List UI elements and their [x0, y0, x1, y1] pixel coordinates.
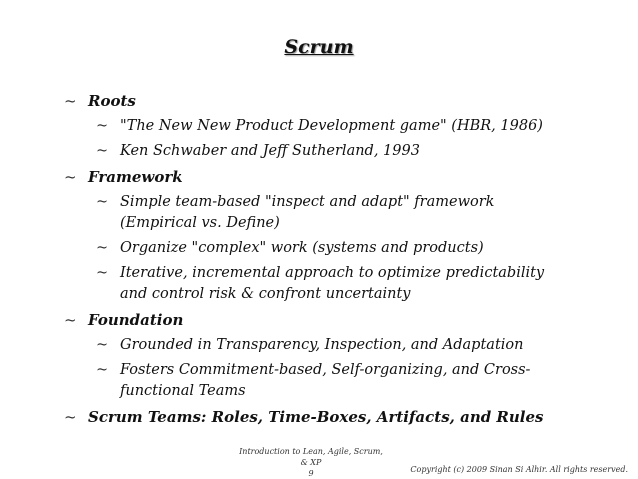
- bullet-list: [60, 86, 620, 428]
- tilde-bullet-icon: ~: [64, 408, 77, 426]
- bullet-text: Simple team-based "inspect and adapt" framework: [120, 194, 495, 210]
- bullet-text: Fosters Commitment-based, Self-organizing, and Cross-: [120, 362, 531, 378]
- tilde-bullet-icon: ~: [64, 92, 77, 110]
- bullet-text: Organize "complex" work (systems and products): [120, 240, 484, 256]
- bullet-text: Ken Schwaber and Jeff Sutherland, 1993: [120, 143, 420, 159]
- bullet-text: Iterative, incremental approach to optimize predictability: [120, 265, 545, 281]
- tilde-bullet-icon: ~: [96, 143, 109, 159]
- bullet-text-continued: and control risk & confront uncertainty: [120, 286, 411, 302]
- bullet-item: [60, 309, 620, 331]
- tilde-bullet-icon: ~: [64, 311, 77, 329]
- tilde-bullet-icon: ~: [96, 337, 109, 353]
- bullet-text: Roots: [88, 92, 136, 110]
- bullet-text: Framework: [88, 168, 183, 186]
- tilde-bullet-icon: ~: [96, 194, 109, 210]
- bullet-item: [60, 192, 620, 234]
- tilde-bullet-icon: ~: [96, 362, 109, 378]
- bullet-item: [60, 141, 620, 162]
- bullet-item: [60, 335, 620, 356]
- bullet-item: [60, 406, 620, 428]
- bullet-text-continued: (Empirical vs. Define): [120, 215, 280, 231]
- bullet-text: "The New New Product Development game" (HBR, 1986): [120, 118, 543, 134]
- bullet-item: [60, 166, 620, 188]
- footer-copyright: Copyright (c) 2009 Sinan Si Alhir. All rights reserved.: [410, 465, 628, 474]
- bullet-item: [60, 263, 620, 305]
- tilde-bullet-icon: ~: [64, 168, 77, 186]
- page-number: 9: [308, 469, 314, 478]
- tilde-bullet-icon: ~: [96, 118, 109, 134]
- bullet-item: [60, 116, 620, 137]
- bullet-item: [60, 360, 620, 402]
- bullet-text: Scrum Teams: Roles, Time-Boxes, Artifacts, and Rules: [88, 408, 544, 426]
- bullet-item: [60, 238, 620, 259]
- footer-course-title: Introduction to Lean, Agile, Scrum, & XP: [239, 447, 383, 467]
- bullet-text-continued: functional Teams: [120, 383, 246, 399]
- footer-course: [236, 446, 386, 479]
- bullet-item: [60, 90, 620, 112]
- slide-title: Scrum: [284, 36, 354, 58]
- tilde-bullet-icon: ~: [96, 265, 109, 281]
- tilde-bullet-icon: ~: [96, 240, 109, 256]
- bullet-text: Grounded in Transparency, Inspection, and Adaptation: [120, 337, 524, 353]
- bullet-text: Foundation: [88, 311, 184, 329]
